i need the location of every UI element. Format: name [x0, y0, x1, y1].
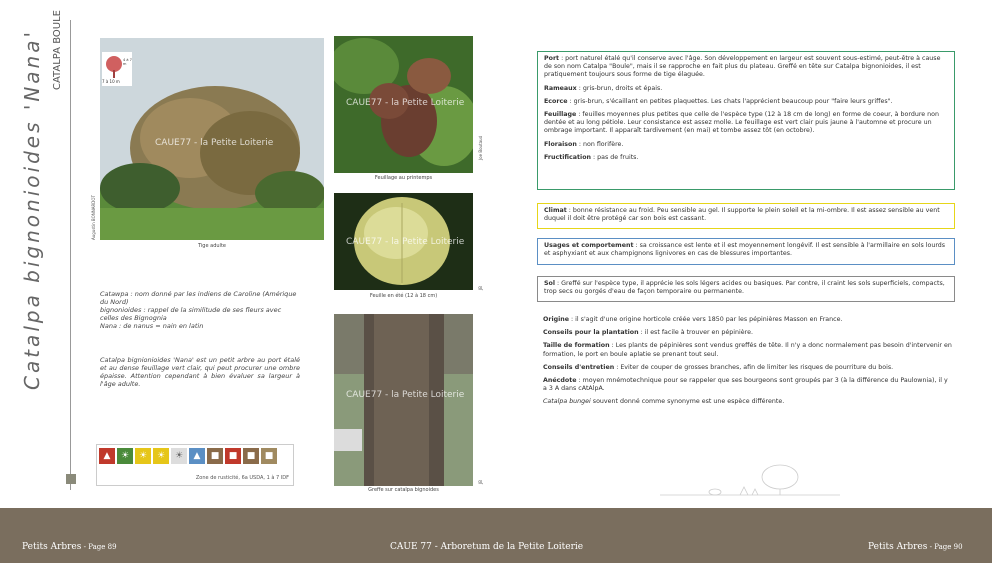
photo-tree-adult	[100, 38, 324, 240]
etymology-line: Catawpa : nom donné par les indiens de Caroline (Amérique du Nord)	[100, 290, 297, 306]
hardiness-zone: Zone de rusticité, 6a USDA, 1 à 7 IDF	[195, 475, 289, 481]
culture-icons	[96, 444, 294, 486]
photo-summer-leaf	[334, 193, 473, 290]
watermark: CAUE77 - la Petite Loiterie	[346, 237, 465, 247]
usages-box: Usages et comportement : sa croissance est lente et il est moyennement longévif. Il est sensible à l'armillaire en sols lourds et asphyxiant et aux champignons lignivores en cas de blessures importantes.	[537, 238, 955, 265]
description-box: Port : port naturel étalé qu'il conserve avec l'âge. Son développement en largeur est souvent sous-estimé, peut-être à cause de son nom Catalpa "Boule", mais il se rapproche en fait plus du plateau. Greffé en tête sur Catalpa bignonioides, il est pratiquement toujours sous forme de tige élaguée. Rameaux : gris-brun, droits et épais. Ecorce : gris-brun, s'écaillant en petites plaquettes. Les chats l'apprécient beaucoup pour "faire leurs griffes". Feuillage : feuilles moyennes plus petites que celle de l'espèce type (12 à 18 cm de long) en forme de coeur, à bordure non dentée et au long pétiole. Leur consistance est assez molle. Le feuillage est vert clair puis jaune à l'automne et procure un ombrage important. Il apparaît tardivement (en mai) et tombe assez tôt (en octobre). Floraison : non florifère. Fructification : pas de fruits.	[537, 51, 955, 190]
sun-icon: ☀	[117, 448, 133, 464]
etymology-line: Nana : de nanus = nain en latin	[100, 322, 204, 330]
photo-credit-jb: JB	[478, 480, 483, 484]
height-label: 4 à 7 m	[123, 58, 132, 66]
soil-icon: ■	[243, 448, 259, 464]
sun-icon: ☀	[171, 448, 187, 464]
photo-spring-foliage	[334, 36, 473, 173]
caption-summer: Feuille en été (12 à 18 cm)	[369, 293, 438, 299]
sun-icon: ☀	[135, 448, 151, 464]
watermark: CAUE77 - la Petite Loiterie	[346, 390, 465, 400]
etymology-line: bignonioides : rappel de la similitude de ses fleurs avec celles des Bignognia	[100, 306, 282, 322]
scan-thumbnail	[66, 474, 76, 484]
footer-bar	[0, 508, 992, 563]
watermark: CAUE77 - la Petite Loiterie	[155, 138, 274, 148]
footer-left: Petits Arbres - Page 89	[22, 542, 117, 552]
species-title: Catalpa bignonioides 'Nana'	[20, 29, 44, 390]
caption-tige: Tige adulte	[198, 243, 226, 249]
width-label: 7 à 10 m	[102, 79, 120, 84]
common-name: CATALPA BOULE	[52, 10, 63, 90]
size-pictogram	[102, 52, 132, 86]
watermark: CAUE77 - la Petite Loiterie	[346, 98, 465, 108]
photo-credit-jb: JB	[478, 286, 483, 290]
photo-graft	[334, 314, 473, 486]
soil-icon: ■	[225, 448, 241, 464]
water-icon: ▲	[189, 448, 205, 464]
climat-box: Climat : bonne résistance au froid. Peu sensible au gel. Il supporte le plein soleil et la mi-ombre. Il est assez sensible au vent duquel il doit être protégé car son bois est cassant.	[537, 203, 955, 229]
tree-icon: ▲	[99, 448, 115, 464]
sol-box: Sol : Greffé sur l'espèce type, il apprécie les sols légers acides ou basiques. Par contre, il craint les sols superficiels, compacts, trop secs ou gorgés d'eau de façon temporaire ou permanente.	[537, 276, 955, 302]
sun-icon: ☀	[153, 448, 169, 464]
soil-icon: ■	[207, 448, 223, 464]
etymology	[100, 290, 300, 330]
photo-credit-right: Joe Boutaud	[478, 135, 483, 160]
landscape-sketch	[660, 455, 840, 500]
caption-graft: Greffe sur catalpa bignoides	[368, 487, 439, 493]
title-divider	[70, 20, 71, 490]
description: Catalpa bignionioides 'Nana' est un petit arbre au port étalé et au dense feuillage vert clair, qui peut procurer une ombre épaisse. Attention cependant à bien évaluer sa largeur à l'âge adulte.	[100, 356, 300, 388]
photo-credit-left: Augustin BONNARDOT	[91, 195, 96, 240]
soil-icon: ■	[261, 448, 277, 464]
advice-section: Origine : il s'agit d'une origine horticole créée vers 1850 par les pépinières Masson en France. Conseils pour la plantation : il est facile à trouver en pépinière. Taille de formation : Les plants de pépinières sont vendus greffés de tête. Il n'y a donc normalement pas besoin d'intervenir en formation, le port en boule aplatie se prenant tout seul. Conseils d'entretien : Eviter de couper de grosses branches, afin de limiter les risques de pourriture du bois. Anécdote : moyen mnémotechnique pour se rappeler que ses bourgeons sont groupés par 3 (à la différence du Paulownia), il y a 3 A dans cAtAlpA. Catalpa bungei souvent donné comme synonyme est une espèce différente.	[543, 316, 952, 406]
footer-right: Petits Arbres - Page 90	[868, 542, 963, 552]
caption-spring: Feuillage au printemps	[374, 175, 433, 181]
footer-center: CAUE 77 - Arboretum de la Petite Loiterie	[390, 542, 584, 552]
